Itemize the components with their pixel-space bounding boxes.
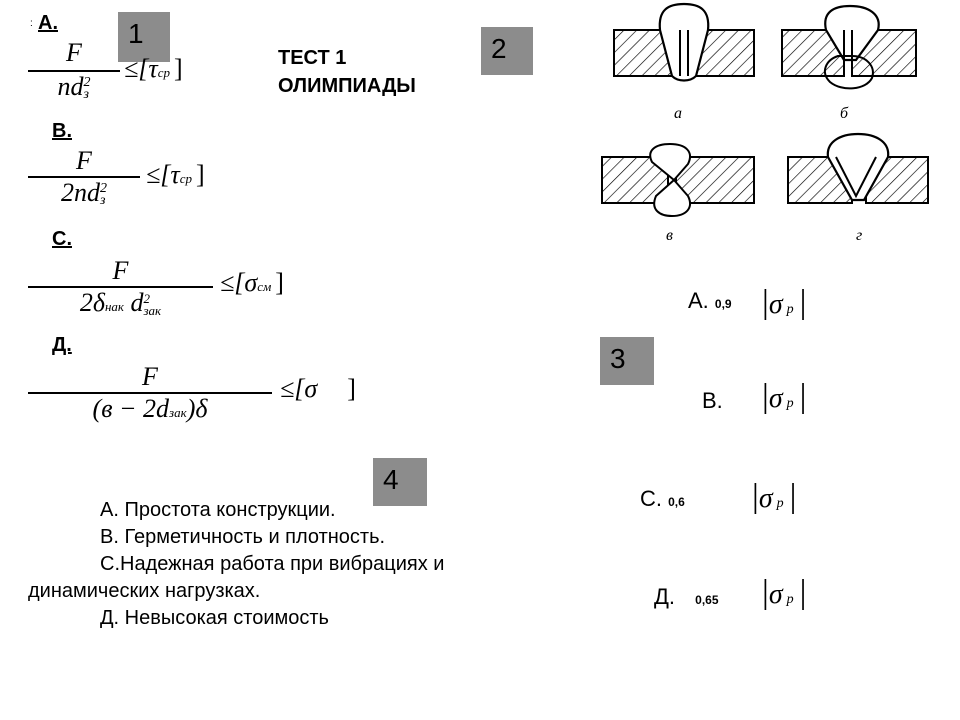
q3-option-d [654,584,719,610]
number-box-label: 4 [383,464,399,495]
weld-diagram-g [788,134,928,203]
answer-c-continued: динамических нагрузках. [28,580,261,602]
relation-sub: ср [157,65,170,80]
page-title [278,44,416,100]
relation: ≤[τ [124,54,158,83]
answer-a: А. Простота конструкции. [100,499,336,521]
formula-b-relation [146,160,205,190]
den-sub: з [83,87,89,103]
den-b-sub: зак [143,303,162,319]
den-main: nd [57,72,84,101]
weld-label-g: г [856,227,863,244]
formula-d-numerator: F [142,362,158,391]
q3-option-d-formula: |σ р | [762,574,807,611]
weld-diagram-v [602,144,754,216]
number-box-3 [600,337,654,385]
weld-label-a: а [674,105,682,122]
sigma-symbol: σ [768,579,783,610]
formula-b-denominator [28,178,140,208]
den-b-sup: 2 [143,291,150,307]
sigma-sub: р [786,302,794,317]
formula-b-numerator: F [76,146,92,175]
option-coef: 0,6 [668,495,685,509]
den-b: d [130,288,144,317]
q3-option-c-formula: |σ р | [752,478,797,515]
relation: ≤[σ [280,374,318,403]
sigma-sub: р [786,396,794,411]
formula-b-label: В. [52,120,72,142]
option-coef: 0,65 [695,593,719,607]
title-line-2: ОЛИМПИАДЫ [278,75,416,97]
answer-d: Д. Невысокая стоимость [100,607,329,629]
formula-a-label: А. [38,12,58,34]
answer-c: С.Надежная работа при вибрациях и [100,553,445,575]
formula-d [28,362,408,428]
formula-a-prefix: : [30,18,33,29]
relation-close: ] [347,374,356,403]
sigma-sub: р [786,592,794,607]
relation-close: ] [195,160,205,189]
formula-d-label: Д. [52,334,72,356]
relation-sub: ср [179,171,192,186]
answer-b: В. Герметичность и плотность. [100,526,386,548]
formula-d-relation [280,374,356,404]
formula-c [28,256,368,322]
sigma-symbol: σ [758,483,773,514]
q3-option-b-formula: |σ р | [762,378,807,415]
q3-option-c [640,486,685,512]
option-label: С. [640,486,662,511]
weld-label-v: в [666,227,673,244]
relation: ≤[σ [220,268,258,297]
relation-sub: см [257,279,272,294]
number-box-label: 2 [491,33,507,64]
number-box-2 [481,27,533,75]
relation-close: ] [173,54,183,83]
sigma-sub: р [776,496,784,511]
formula-a-denominator [28,72,120,102]
option-label: В. [702,388,723,413]
relation-close: ] [275,268,284,297]
q3-option-a [688,288,732,314]
number-box-label: 1 [128,18,144,49]
formula-c-label: С. [52,228,72,250]
formula-a-relation [124,54,183,84]
weld-diagram-a [614,4,754,81]
weld-label-b: б [840,105,849,122]
q3-option-b [702,388,723,414]
option-coef: 0,9 [714,297,732,311]
weld-diagram-b [782,6,916,88]
weld-diagrams [590,0,930,250]
den-a: (в − 2d [92,394,170,423]
formula-b [28,146,278,212]
den-a-sub: нак [104,299,124,314]
q3-option-a-formula: |σ р | [762,284,807,321]
den-a-sub: зак [169,405,187,420]
formula-c-numerator: F [112,256,129,285]
q4-answers [28,497,548,632]
relation: ≤[τ [146,160,180,189]
den-sup: 2 [83,75,91,91]
formula-c-denominator [28,288,213,318]
sigma-symbol: σ [768,289,783,320]
title-line-1: ТЕСТ 1 [278,47,347,69]
den-sub: з [100,193,106,209]
den-b: )δ [186,394,208,423]
formula-a [28,38,258,108]
option-label: Д. [654,584,676,609]
option-label: А. [688,288,709,313]
formula-a-numerator: F [66,38,82,67]
den-main: 2nd [61,178,100,207]
sigma-symbol: σ [768,383,783,414]
number-box-label: 3 [610,343,626,374]
den-a: 2δ [79,288,105,317]
formula-c-relation [220,268,284,298]
den-sup: 2 [100,181,107,197]
formula-d-denominator [28,394,272,424]
